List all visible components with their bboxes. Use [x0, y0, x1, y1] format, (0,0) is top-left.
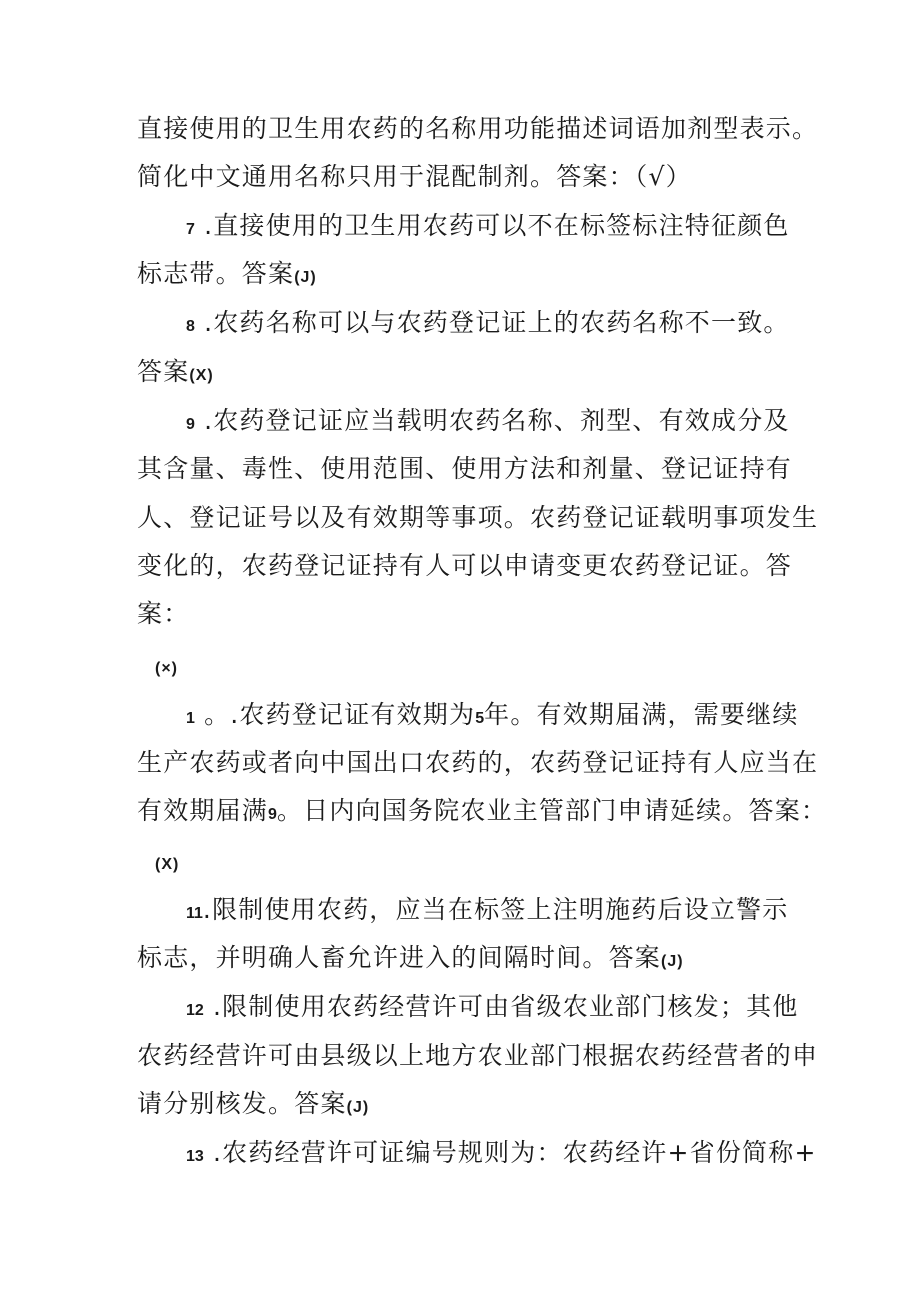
question-7: [186, 209, 790, 247]
paragraph-line: [137, 355, 214, 393]
answer-mark: (J): [661, 953, 684, 970]
q10-text-line-3a: 有效期届满: [137, 796, 269, 825]
question-text: 。.农药登记证有效期为: [204, 700, 476, 729]
paragraph-line: [137, 1039, 818, 1073]
q10-text-line-2: 生产农药或者向中国出口农药的，农药登记证持有人应当在: [137, 748, 819, 777]
question-number: 9: [186, 416, 195, 433]
question-13: [186, 1136, 817, 1174]
number-inline: 5: [475, 710, 485, 727]
q9-text-line-5: 案：: [137, 599, 190, 628]
question-text: .限制使用农药经营许可由省级农业部门核发；其他: [212, 992, 799, 1021]
question-number: 13: [186, 1148, 204, 1165]
question-number: 8: [186, 318, 195, 335]
number-inline: 9: [268, 806, 277, 823]
question-11: [186, 893, 788, 931]
answer-mark: (X): [155, 856, 180, 873]
paragraph-line: [137, 941, 684, 979]
q6-text-line-1: 直接使用的卫生用农药的名称用功能描述词语加剂型表示。: [137, 114, 819, 143]
question-text: .限制使用农药，应当在标签上注明施药后设立警示: [202, 895, 789, 924]
q9-text-line-4: 变化的，农药登记证持有人可以申请变更农药登记证。答: [137, 551, 793, 580]
question-text: 年。有效期届满，需要继续: [484, 700, 799, 729]
answer-mark: (J): [346, 1099, 370, 1116]
paragraph-line: [137, 257, 317, 295]
paragraph-line: [137, 549, 792, 583]
question-9: [186, 404, 790, 442]
question-text: .农药名称可以与农药登记证上的农药名称不一致。: [204, 308, 790, 337]
question-12: [186, 990, 799, 1028]
question-8: [186, 306, 790, 344]
q7-text-line-2: 标志带。答案: [137, 259, 295, 288]
answer-mark: (J): [294, 269, 317, 286]
q12-text-line-3: 请分别核发。答案: [137, 1089, 347, 1118]
question-number: 11: [186, 905, 203, 922]
q10-text-line-3c: 。日内向国务院农业主管部门申请延续。答案：: [276, 796, 828, 825]
paragraph-line: [137, 746, 818, 780]
question-number: 7: [186, 221, 195, 238]
paragraph-line: [137, 597, 189, 631]
question-10: [186, 698, 799, 736]
paragraph-line: [137, 794, 827, 832]
q9-text-line-2: 其含量、毒性、使用范围、使用方法和剂量、登记证持有: [137, 454, 793, 483]
q12-text-line-2: 农药经营许可由县级以上地方农业部门根据农药经营者的申: [137, 1041, 819, 1070]
answer-mark: (X): [189, 367, 214, 384]
q9-text-line-3: 人、登记证号以及有效期等事项。农药登记证载明事项发生: [137, 503, 819, 532]
q8-text-line-2: 答案: [137, 357, 190, 386]
paragraph-line: [137, 452, 792, 486]
q11-text-line-2: 标志，并明确人畜允许进入的间隔时间。答案: [137, 943, 662, 972]
paragraph-line: [137, 501, 818, 535]
question-text: .农药登记证应当载明农药名称、剂型、有效成分及: [204, 406, 790, 435]
paragraph-line: [137, 160, 692, 194]
question-text: .农药经营许可证编号规则为：农药经许+省份简称+: [212, 1138, 817, 1167]
paragraph-line: [137, 112, 818, 146]
question-text: .直接使用的卫生用农药可以不在标签标注特征颜色: [204, 211, 790, 240]
answer-mark: (×): [155, 660, 178, 677]
q6-text-line-2: 简化中文通用名称只用于混配制剂。答案：（√）: [137, 162, 692, 191]
question-number: 12: [186, 1002, 204, 1019]
question-number: 1: [186, 710, 195, 727]
paragraph-line: [137, 1087, 369, 1125]
